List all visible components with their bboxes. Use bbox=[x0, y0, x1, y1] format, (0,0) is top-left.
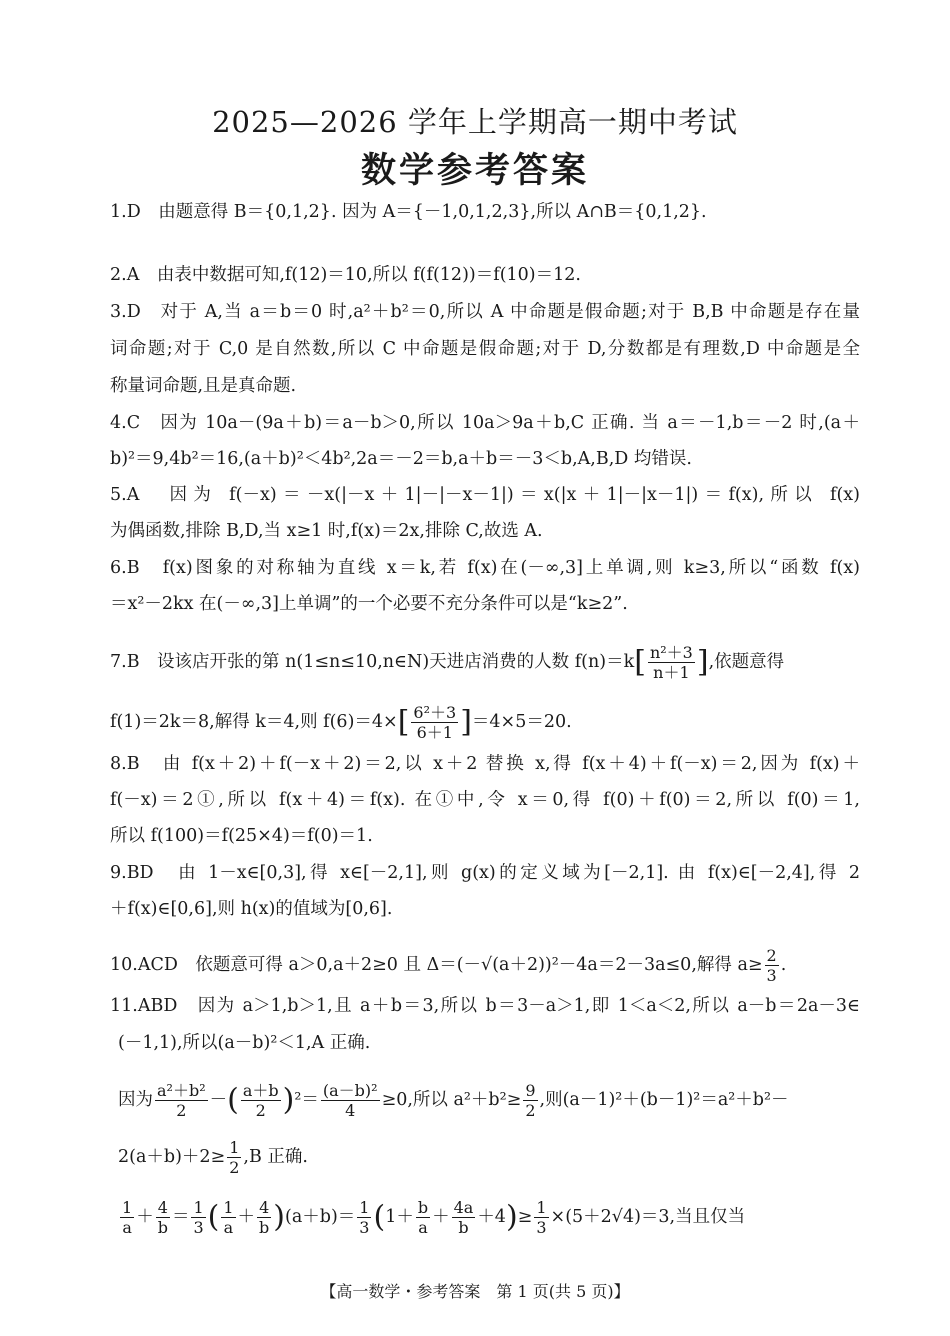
text-segment: 7.B 设该店开张的第 n(1≤n≤10,n∈N)天进店消费的人数 f(n)＝k bbox=[110, 652, 635, 672]
answer-line bbox=[110, 897, 860, 921]
fraction bbox=[257, 1198, 271, 1237]
denominator: a bbox=[122, 1218, 132, 1237]
answer-line bbox=[118, 1081, 860, 1120]
text-segment: ,则(a－1)²＋(b－1)²＝a²＋b²－ bbox=[539, 1090, 789, 1110]
text-segment: ＝x²－2kx 在(－∞,3]上单调”的一个必要不充分条件可以是“k≥2”. bbox=[110, 594, 628, 614]
fraction bbox=[156, 1198, 170, 1237]
answer-line bbox=[110, 411, 860, 435]
text-segment: ＝4×5＝20. bbox=[471, 712, 572, 732]
denominator: b bbox=[157, 1218, 168, 1237]
answer-line bbox=[110, 643, 860, 682]
text-segment: 因为 bbox=[118, 1090, 153, 1110]
page-title: 2025—2026 学年上学期高一期中考试 bbox=[212, 105, 738, 139]
denominator: 2 bbox=[176, 1101, 187, 1120]
numerator: 1 bbox=[122, 1198, 133, 1217]
fraction bbox=[321, 1081, 380, 1120]
bracket: ( bbox=[373, 1199, 386, 1235]
fraction bbox=[452, 1198, 476, 1237]
text-segment: ＋ bbox=[136, 1207, 154, 1227]
text-segment: － bbox=[209, 1090, 228, 1110]
text-segment: ²＝ bbox=[294, 1090, 319, 1110]
answer-line bbox=[110, 263, 860, 287]
answer-line bbox=[110, 374, 860, 398]
page-footer: 【高一数学・参考答案 第 1 页(共 5 页)】 bbox=[320, 1282, 630, 1301]
denominator: 3 bbox=[359, 1218, 370, 1237]
answer-line bbox=[110, 483, 860, 507]
answer-line bbox=[110, 300, 860, 324]
text-segment: ＋ bbox=[432, 1207, 450, 1227]
text-segment: 所以 f(100)＝f(25×4)＝f(0)＝1. bbox=[110, 826, 373, 846]
bracket: ) bbox=[282, 1082, 295, 1118]
answer-line bbox=[118, 1031, 860, 1055]
text-segment: ,B 正确. bbox=[243, 1147, 308, 1167]
answer-line bbox=[110, 519, 860, 543]
answer-line bbox=[118, 1198, 860, 1237]
numerator: a²＋b² bbox=[157, 1081, 206, 1100]
denominator: 2 bbox=[229, 1158, 240, 1177]
text-segment: 8.B 由 f(x＋2)＋f(－x＋2)＝2,以 x＋2 替换 x,得 f(x＋4)＋f(－x)＝2,因为 f(x)＋ bbox=[110, 754, 860, 774]
numerator: 1 bbox=[359, 1198, 370, 1217]
text-segment: 2(a＋b)＋2≥ bbox=[118, 1147, 226, 1167]
answer-line bbox=[110, 200, 860, 224]
text-segment: ＝ bbox=[171, 1207, 190, 1227]
bracket: ) bbox=[273, 1199, 285, 1235]
bracket: ) bbox=[505, 1199, 518, 1235]
numerator: 4 bbox=[257, 1198, 271, 1218]
denominator: 3 bbox=[536, 1218, 547, 1237]
denominator: 2 bbox=[255, 1101, 266, 1120]
answer-line bbox=[110, 861, 860, 885]
fraction bbox=[411, 703, 458, 742]
numerator: b bbox=[417, 1198, 429, 1217]
text-segment: 11.ABD 因为 a＞1,b＞1,且 a＋b＝3,所以 b＝3－a＞1,即 1＜a＜2,所以 a－b＝2a－3∈ bbox=[110, 996, 860, 1016]
text-segment: ≥ bbox=[517, 1207, 533, 1227]
denominator: n＋1 bbox=[653, 663, 690, 682]
answer-line bbox=[110, 788, 860, 812]
fraction bbox=[241, 1081, 281, 1120]
text-segment: ×(5＋2√4)＝3,当且仅当 bbox=[550, 1207, 746, 1227]
text-segment: ＋4 bbox=[477, 1207, 506, 1227]
text-segment: 称量词命题,且是真命题. bbox=[110, 376, 297, 396]
text-segment: f(－x)＝2①,所以 f(x＋4)＝f(x). 在①中,令 x＝0,得 f(0)＋f(0)＝2,所以 f(0)＝1, bbox=[110, 790, 860, 810]
fraction bbox=[534, 1198, 548, 1237]
text-segment: 1＋ bbox=[385, 1207, 414, 1227]
fraction bbox=[416, 1198, 430, 1237]
text-segment: ,依题意得 bbox=[708, 652, 785, 672]
fraction bbox=[227, 1138, 241, 1177]
bracket: ] bbox=[460, 704, 472, 740]
fraction bbox=[120, 1198, 134, 1237]
answer-line bbox=[110, 447, 860, 471]
numerator: 4a bbox=[453, 1198, 474, 1217]
text-segment: ≥0,所以 a²＋b²≥ bbox=[381, 1090, 522, 1110]
fraction bbox=[155, 1081, 208, 1120]
answer-line bbox=[110, 994, 860, 1018]
text-segment: f(1)＝2k＝8,解得 k＝4,则 f(6)＝4× bbox=[110, 712, 398, 732]
text-segment: b)²＝9,4b²＝16,(a＋b)²＜4b²,2a＝－2＝b,a＋b＝－3＜b,A,B,D 均错误. bbox=[110, 449, 692, 469]
answer-line bbox=[110, 946, 860, 985]
page-subtitle: 数学参考答案 bbox=[360, 150, 589, 191]
bracket: ( bbox=[207, 1199, 220, 1235]
fraction bbox=[221, 1198, 235, 1237]
text-segment: 9.BD 由 1－x∈[0,3],得 x∈[－2,1],则 g(x)的定义域为[－2,1]. 由 f(x)∈[－2,4],得 2 bbox=[110, 863, 860, 883]
text-segment: 2.A 由表中数据可知,f(12)＝10,所以 f(f(12))＝f(10)＝12. bbox=[110, 265, 581, 285]
numerator: n²＋3 bbox=[649, 643, 693, 662]
text-segment: (－1,1),所以(a－b)²＜1,A 正确. bbox=[118, 1033, 371, 1053]
answer-line bbox=[110, 337, 860, 361]
numerator: 4 bbox=[156, 1198, 170, 1218]
denominator: 2 bbox=[525, 1101, 536, 1120]
answer-line bbox=[110, 824, 860, 848]
numerator: 6²＋3 bbox=[413, 703, 457, 722]
bracket: ( bbox=[227, 1082, 239, 1118]
bracket: ] bbox=[696, 644, 709, 680]
denominator: 6＋1 bbox=[416, 723, 453, 742]
answer-line bbox=[118, 1138, 860, 1177]
numerator: 9 bbox=[525, 1081, 536, 1100]
text-segment: (a＋b)＝ bbox=[285, 1207, 356, 1227]
text-segment: . bbox=[780, 955, 787, 975]
fraction bbox=[357, 1198, 371, 1237]
text-segment: 为偶函数,排除 B,D,当 x≥1 时,f(x)＝2x,排除 C,故选 A. bbox=[110, 521, 543, 541]
denominator: a bbox=[223, 1218, 234, 1237]
bracket: [ bbox=[397, 704, 410, 740]
answer-line bbox=[110, 592, 860, 616]
numerator: a＋b bbox=[242, 1081, 279, 1100]
denominator: 3 bbox=[766, 966, 777, 985]
fraction bbox=[191, 1198, 205, 1237]
text-segment: ＋f(x)∈[0,6],则 h(x)的值域为[0,6]. bbox=[110, 899, 393, 919]
answer-line bbox=[110, 703, 860, 742]
fraction bbox=[648, 643, 695, 682]
text-segment: 3.D 对于 A,当 a＝b＝0 时,a²＋b²＝0,所以 A 中命题是假命题;对于 B,B 中命题是存在量 bbox=[110, 302, 860, 322]
numerator: 1 bbox=[223, 1198, 234, 1217]
text-segment: ＋ bbox=[237, 1207, 256, 1227]
numerator: 1 bbox=[536, 1198, 547, 1217]
denominator: b bbox=[458, 1218, 469, 1237]
answer-line bbox=[110, 752, 860, 776]
numerator: 1 bbox=[229, 1138, 240, 1157]
numerator: 2 bbox=[766, 946, 777, 965]
fraction bbox=[523, 1081, 537, 1120]
fraction bbox=[765, 946, 779, 985]
denominator: 4 bbox=[345, 1101, 356, 1120]
text-segment: 1.D 由题意得 B＝{0,1,2}. 因为 A＝{－1,0,1,2,3},所以 A∩B＝{0,1,2}. bbox=[110, 202, 707, 222]
text-segment: 4.C 因为 10a－(9a＋b)＝a－b＞0,所以 10a＞9a＋b,C 正确. 当 a＝－1,b＝－2 时,(a＋ bbox=[110, 413, 860, 433]
bracket: [ bbox=[634, 644, 646, 680]
numerator: (a－b)² bbox=[322, 1081, 378, 1100]
text-segment: 10.ACD 依题意可得 a＞0,a＋2≥0 且 Δ＝(－√(a＋2))²－4a＝2－3a≤0,解得 a≥ bbox=[110, 955, 763, 975]
text-segment: 6.B f(x)图象的对称轴为直线 x＝k,若 f(x)在(－∞,3]上单调,则 k≥3,所以“函数 f(x) bbox=[110, 558, 860, 578]
text-segment: 5.A 因为 f(－x)＝－x(|－x＋1|－|－x－1|)＝x(|x＋1|－|x－1|)＝f(x),所以 f(x) bbox=[110, 485, 860, 505]
numerator: 1 bbox=[193, 1198, 204, 1217]
denominator: b bbox=[259, 1218, 270, 1237]
text-segment: 词命题;对于 C,0 是自然数,所以 C 中命题是假命题;对于 D,分数都是有理数,D 中命题是全 bbox=[110, 339, 860, 359]
answer-line bbox=[110, 556, 860, 580]
denominator: 3 bbox=[193, 1218, 204, 1237]
denominator: a bbox=[418, 1218, 428, 1237]
